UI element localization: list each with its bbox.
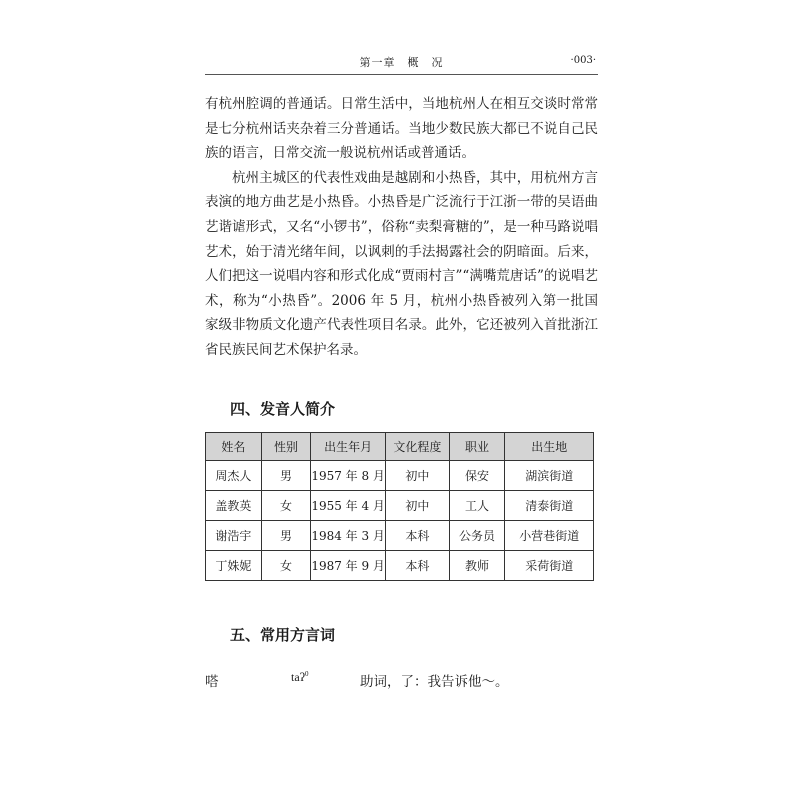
column-header-education: 文化程度	[385, 433, 449, 461]
cell-birth-date: 1987 年 9 月	[311, 551, 386, 581]
body-text	[205, 92, 598, 363]
cell-name: 丁姝妮	[206, 551, 262, 581]
cell-gender: 男	[261, 461, 311, 491]
cell-gender: 男	[261, 521, 311, 551]
cell-birth-date: 1957 年 8 月	[311, 461, 386, 491]
running-header	[205, 52, 598, 75]
entry-tone: 0	[305, 670, 309, 678]
cell-gender: 女	[261, 491, 311, 521]
section-heading-dialect-words: 五、常用方言词	[230, 626, 336, 644]
cell-birth-date: 1984 年 3 月	[311, 521, 386, 551]
column-header-birthplace: 出生地	[505, 433, 594, 461]
column-header-name: 姓名	[206, 433, 262, 461]
cell-education: 本科	[385, 521, 449, 551]
table-row	[206, 551, 594, 581]
paragraph-1: 有杭州腔调的普通话。日常生活中，当地杭州人在相互交谈时常常是七分杭州话夹杂着三分普通话。当地少数民族大都已不说自己民族的语言，日常交流一般说杭州话或普通话。	[205, 96, 598, 162]
cell-birthplace: 湖滨街道	[505, 461, 594, 491]
cell-occupation: 公务员	[449, 521, 505, 551]
entry-pronunciation	[291, 670, 309, 685]
cell-name: 谢浩宇	[206, 521, 262, 551]
column-header-occupation: 职业	[449, 433, 505, 461]
table-header-row	[206, 433, 594, 461]
cell-birthplace: 清泰街道	[505, 491, 594, 521]
cell-name: 盖教英	[206, 491, 262, 521]
cell-occupation: 保安	[449, 461, 505, 491]
entry-ipa: taʔ	[291, 670, 305, 684]
column-header-birth-date: 出生年月	[311, 433, 386, 461]
cell-gender: 女	[261, 551, 311, 581]
table-row	[206, 491, 594, 521]
chapter-title: 第一章 概 况	[359, 56, 444, 69]
page-number: ·003·	[570, 55, 596, 66]
entry-gloss: 助词，了：我告诉他～。	[360, 674, 509, 690]
cell-name: 周杰人	[206, 461, 262, 491]
entry-word: 嗒	[205, 674, 219, 690]
table-row	[206, 461, 594, 491]
column-header-gender: 性别	[261, 433, 311, 461]
cell-birthplace: 小营巷街道	[505, 521, 594, 551]
cell-education: 初中	[385, 461, 449, 491]
cell-occupation: 教师	[449, 551, 505, 581]
cell-education: 初中	[385, 491, 449, 521]
section-heading-speakers: 四、发音人简介	[230, 400, 336, 418]
dialect-word-entry	[205, 670, 598, 692]
cell-birthplace: 采荷街道	[505, 551, 594, 581]
cell-occupation: 工人	[449, 491, 505, 521]
paragraph-2: 杭州主城区的代表性戏曲是越剧和小热昏，其中，用杭州方言表演的地方曲艺是小热昏。小热昏是广泛流行于江浙一带的吴语曲艺谐谑形式，又名“小锣书”，俗称“卖梨膏糖的”，是一种马路说唱艺术，始于清光绪年间，以讽刺的手法揭露社会的阴暗面。后来，人们把这一说唱内容和形式化成“贾雨村言”“满嘴荒唐话”的说唱艺术，称为“小热昏”。2006 年 5 月，杭州小热昏被列入第一批国家级非物质文化遗产代表性项目名录。此外，它还被列入首批浙江省民族民间艺术保护名录。	[205, 169, 598, 358]
cell-birth-date: 1955 年 4 月	[311, 491, 386, 521]
speaker-table	[205, 432, 594, 581]
cell-education: 本科	[385, 551, 449, 581]
table-row	[206, 521, 594, 551]
